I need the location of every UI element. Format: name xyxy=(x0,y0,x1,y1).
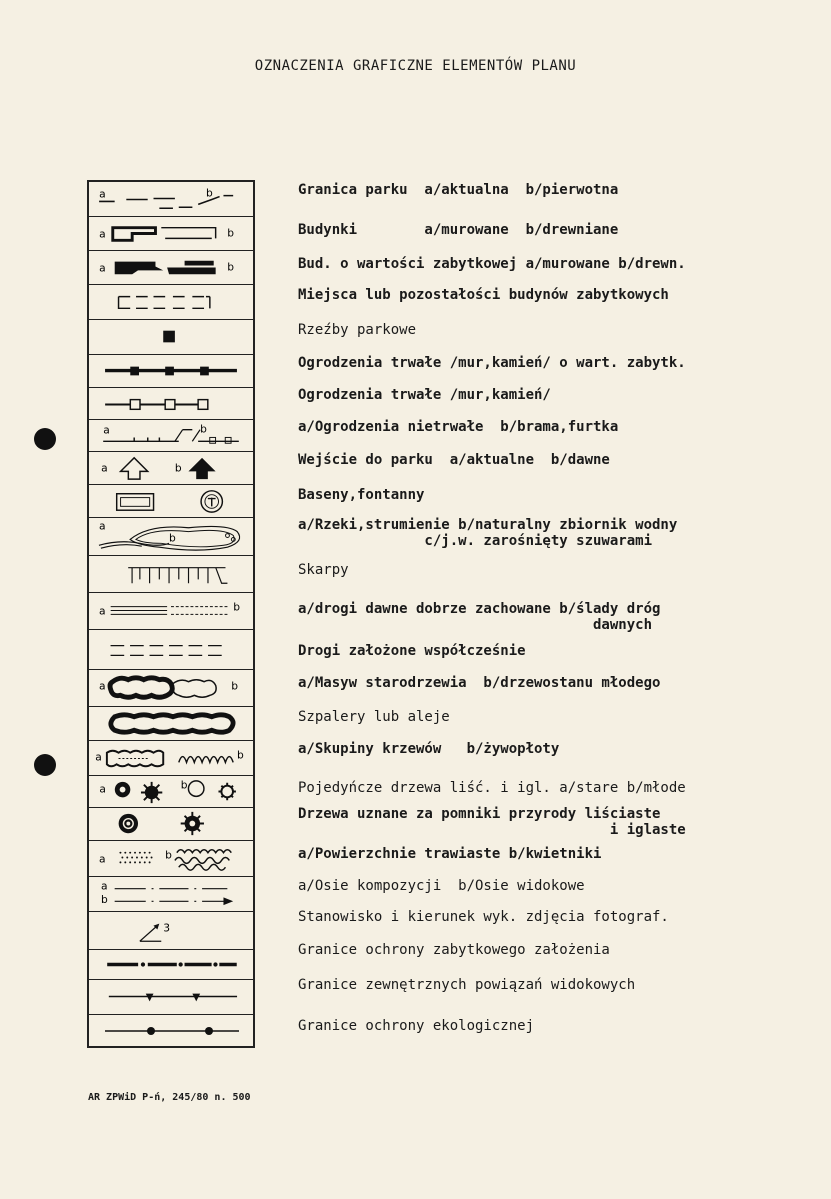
symbol-water xyxy=(89,518,253,556)
symbol-fence-permanent xyxy=(89,388,253,420)
symbol-fence-temporary xyxy=(89,420,253,452)
svg-text:a: a xyxy=(99,227,106,241)
symbol-protection-boundary xyxy=(89,950,253,980)
legend-label-entrance: Wejście do parku a/aktualne b/dawne xyxy=(298,452,610,468)
svg-text:a: a xyxy=(99,852,106,866)
svg-text:b: b xyxy=(180,778,188,792)
legend-label-fence-temporary: a/Ogrodzenia nietrwałe b/brama,furtka xyxy=(298,419,619,435)
svg-text:3: 3 xyxy=(163,921,171,935)
legend-label-buildings: Budynki a/murowane b/drewniane xyxy=(298,222,619,238)
symbol-axes xyxy=(89,877,253,912)
punch-hole xyxy=(34,754,56,776)
symbol-pools xyxy=(89,485,253,518)
svg-text:b: b xyxy=(165,848,172,862)
legend-label-single-trees: Pojedyńcze drzewa liść. i igl. a/stare b/młode xyxy=(298,780,686,796)
svg-text:a: a xyxy=(95,750,102,764)
legend-symbol-column xyxy=(87,180,255,1048)
legend-label-sculpture: Rzeźby parkowe xyxy=(298,322,417,338)
legend-label-park-boundary: Granica parku a/aktualna b/pierwotna xyxy=(298,182,619,198)
svg-text:a: a xyxy=(99,261,106,275)
legend-label-photo-point: Stanowisko i kierunek wyk. zdjęcia fotograf. xyxy=(298,909,669,925)
legend-label-fence-historic: Ogrodzenia trwałe /mur,kamień/ o wart. zabytk. xyxy=(298,355,686,371)
legend-label-fence-permanent: Ogrodzenia trwałe /mur,kamień/ xyxy=(298,387,551,403)
symbol-escarpment xyxy=(89,556,253,593)
legend-label-escarpment: Skarpy xyxy=(298,562,349,578)
legend-label-ruins: Miejsca lub pozostałości budynów zabytkowych xyxy=(298,287,669,303)
symbol-new-roads xyxy=(89,630,253,670)
svg-text:b: b xyxy=(231,679,239,693)
svg-text:b: b xyxy=(205,186,213,200)
svg-text:a: a xyxy=(101,879,108,893)
legend-label-pools: Baseny,fontanny xyxy=(298,487,425,503)
legend-label-old-roads: a/drogi dawne dobrze zachowane b/ślady dróg dawnych xyxy=(298,601,661,633)
symbol-old-roads xyxy=(89,593,253,630)
svg-text:a: a xyxy=(101,461,108,475)
symbol-view-links xyxy=(89,980,253,1015)
legend-label-lawns: a/Powierzchnie trawiaste b/kwietniki xyxy=(298,846,602,862)
symbol-photo-point xyxy=(89,912,253,950)
symbol-single-trees xyxy=(89,776,253,808)
legend-label-protection-boundary: Granice ochrony zabytkowego założenia xyxy=(298,942,610,958)
svg-text:a: a xyxy=(103,423,110,437)
svg-text:a: a xyxy=(99,604,106,618)
legend-label-alleys: Szpalery lub aleje xyxy=(298,709,450,725)
symbol-buildings xyxy=(89,217,253,251)
symbol-fence-historic xyxy=(89,355,253,388)
symbol-monument-trees xyxy=(89,808,253,841)
svg-text:b: b xyxy=(174,461,182,475)
legend-label-view-links: Granice zewnętrznych powiązań widokowych xyxy=(298,977,636,993)
symbol-shrubs xyxy=(89,741,253,776)
legend-label-tree-mass: a/Masyw starodrzewia b/drzewostanu młodego xyxy=(298,675,661,691)
symbol-historic-buildings xyxy=(89,251,253,285)
symbol-boundary-park xyxy=(89,182,253,217)
symbol-lawns xyxy=(89,841,253,877)
svg-text:a: a xyxy=(99,782,106,796)
svg-text:b: b xyxy=(233,600,241,614)
legend-label-new-roads: Drogi założone współcześnie xyxy=(298,643,526,659)
legend-label-shrubs: a/Skupiny krzewów b/żywopłoty xyxy=(298,741,560,757)
svg-text:b: b xyxy=(169,531,176,545)
svg-text:a: a xyxy=(99,187,106,201)
legend-label-eco-boundary: Granice ochrony ekologicznej xyxy=(298,1018,535,1034)
svg-text:b: b xyxy=(237,748,244,762)
symbol-alleys xyxy=(89,707,253,741)
svg-text:b: b xyxy=(101,893,108,907)
legend-label-axes: a/Osie kompozycji b/Osie widokowe xyxy=(298,878,585,894)
svg-text:a: a xyxy=(98,519,106,533)
legend-label-water: a/Rzeki,strumienie b/naturalny zbiornik wodny c/j.w. zarośnięty szuwarami xyxy=(298,517,678,549)
symbol-tree-mass xyxy=(89,670,253,707)
symbol-eco-boundary xyxy=(89,1015,253,1046)
svg-text:b: b xyxy=(200,422,207,436)
svg-text:a: a xyxy=(99,679,106,693)
legend-label-historic-buildings: Bud. o wartości zabytkowej a/murowane b/drewn. xyxy=(298,256,686,272)
svg-text:b: b xyxy=(227,260,235,274)
symbol-ruins xyxy=(89,285,253,320)
legend-label-monument-trees: Drzewa uznane za pomniki przyrody liściaste i iglaste xyxy=(298,806,686,838)
svg-text:b: b xyxy=(227,226,235,240)
page-title: OZNACZENIA GRAFICZNE ELEMENTÓW PLANU xyxy=(254,58,577,74)
punch-hole xyxy=(34,428,56,450)
symbol-sculpture xyxy=(89,320,253,355)
symbol-entrance xyxy=(89,452,253,485)
archive-reference: AR ZPWiD P-ń, 245/80 n. 500 xyxy=(88,1092,251,1103)
